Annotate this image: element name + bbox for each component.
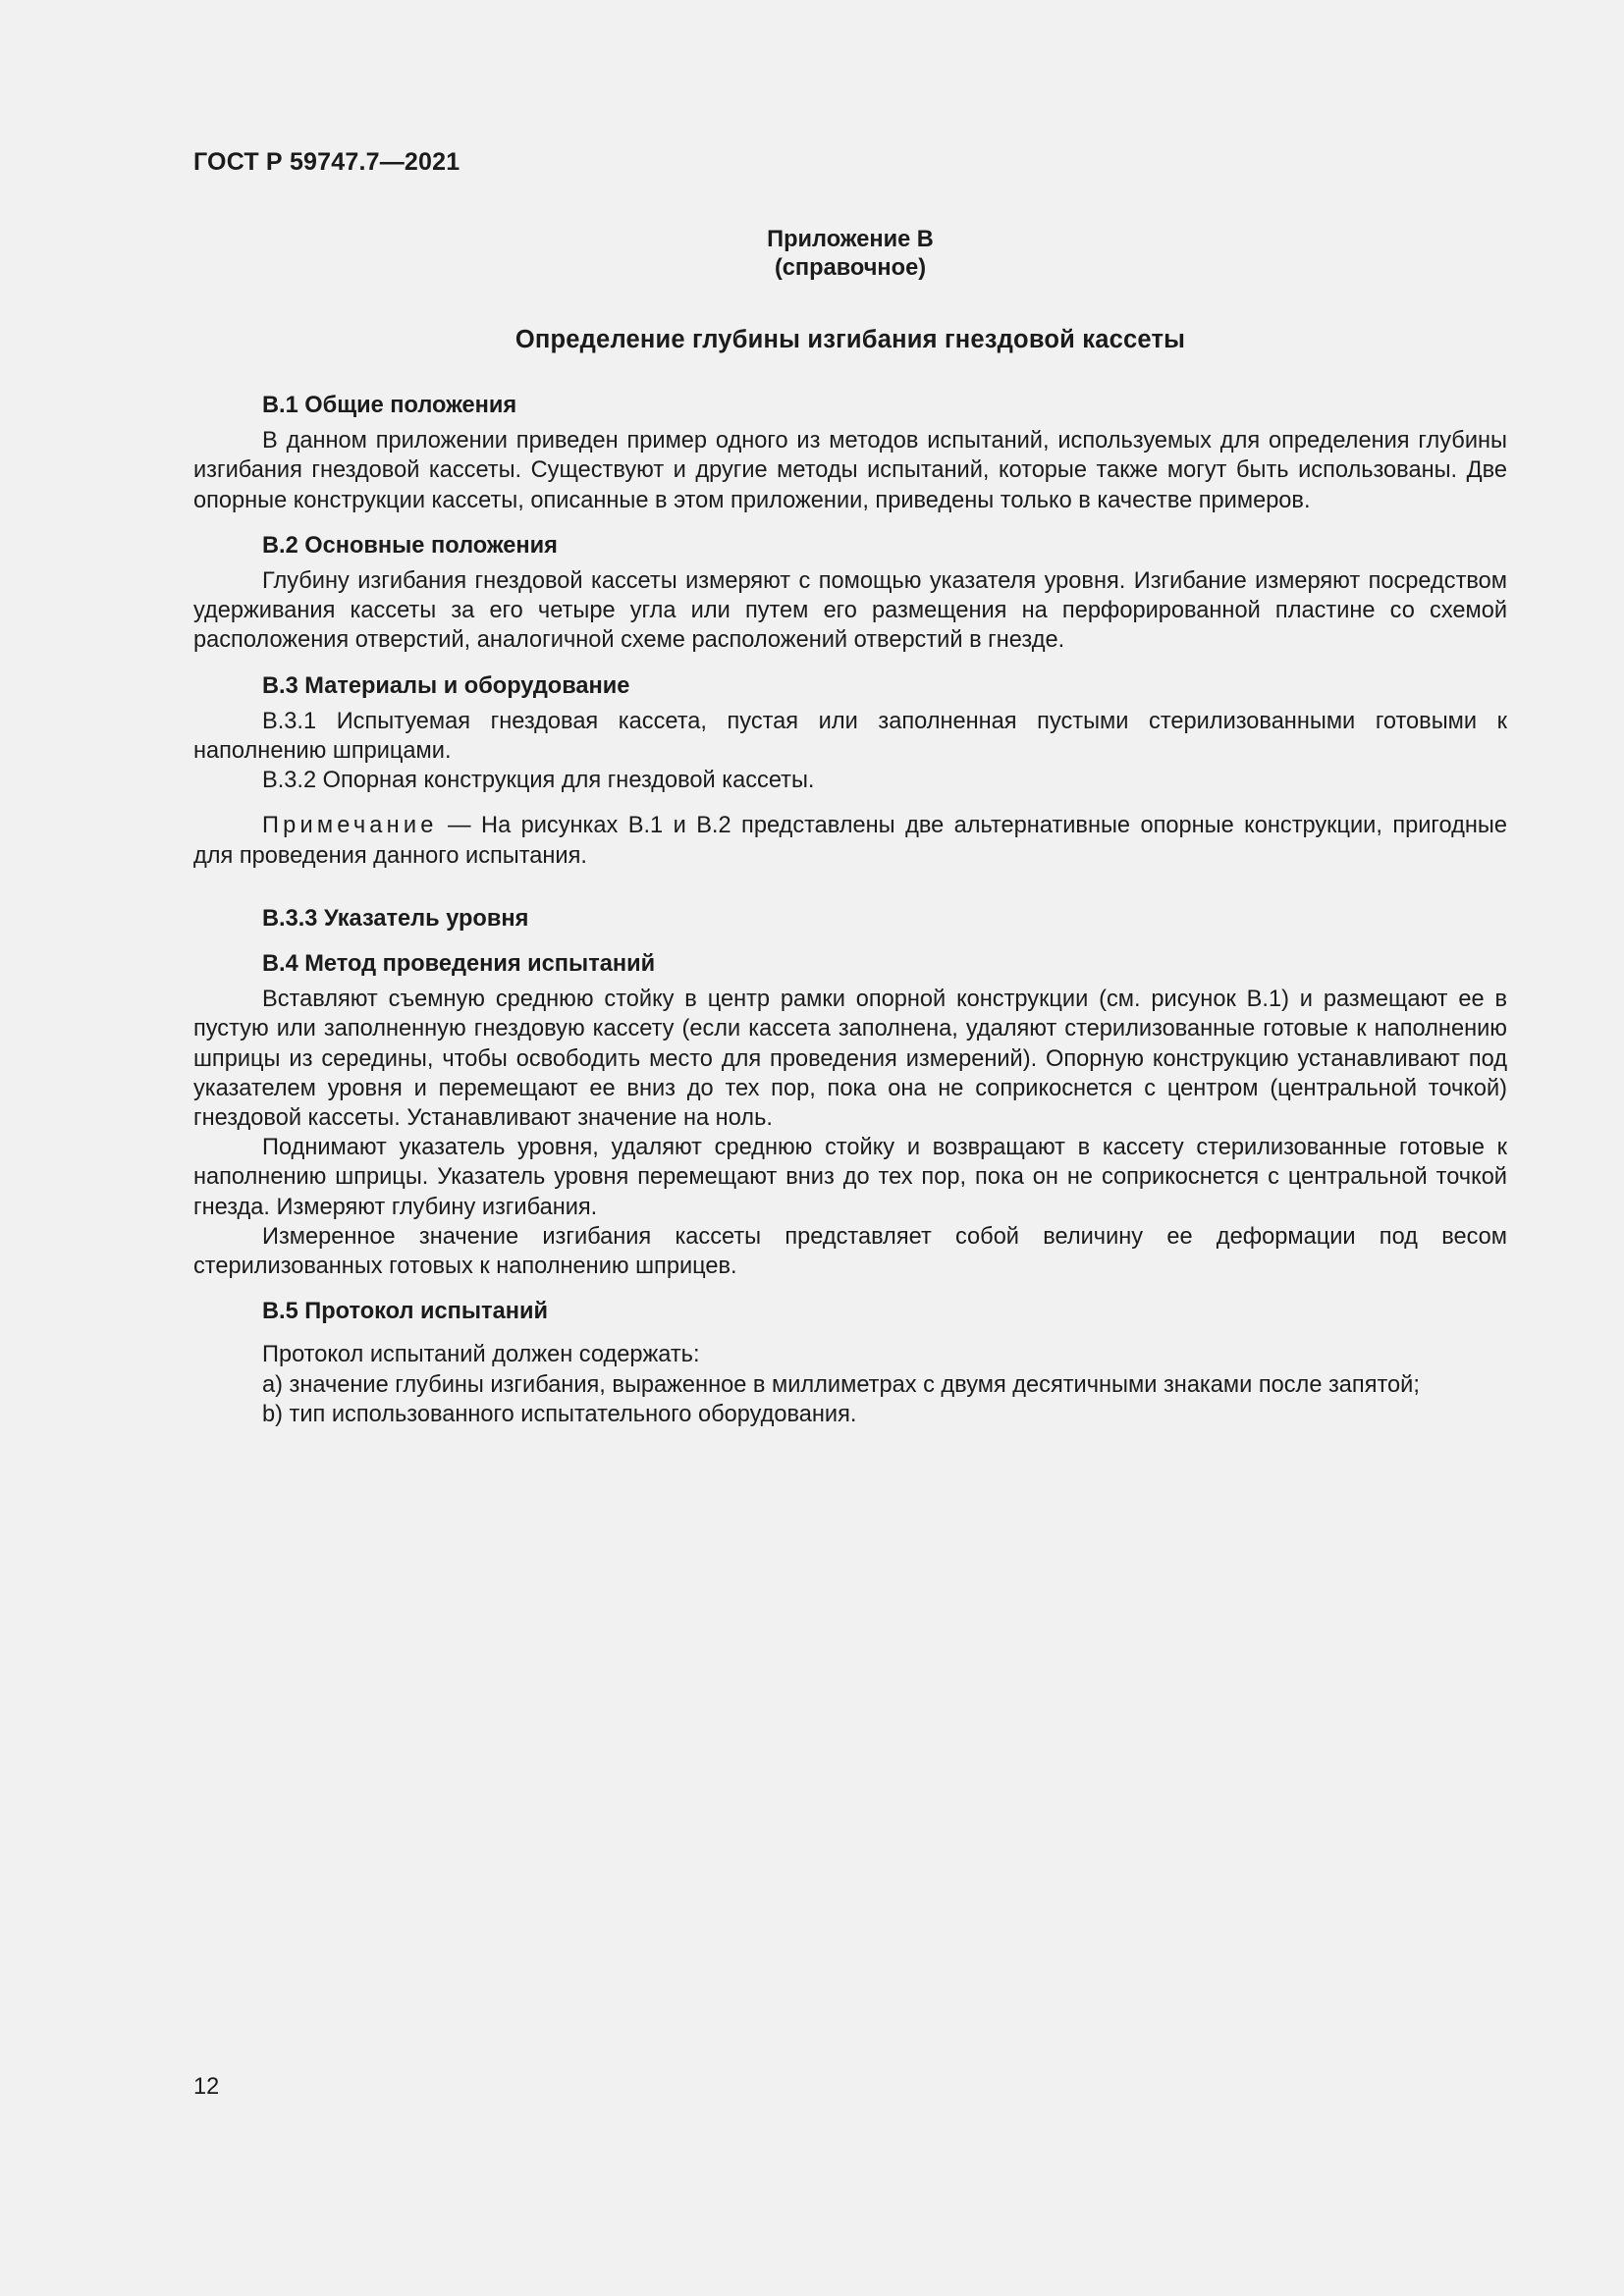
note-b3 [193, 811, 1507, 870]
section-heading-b4: В.4 Метод проведения испытаний [262, 951, 656, 978]
paragraph-b4-2: Поднимают указатель уровня, удаляют среднюю стойку и возвращают в кассету стерилизованные готовые к наполнению шприцы. Указатель уровня перемещают вниз до тех пор, пока он не соприкоснется с центральной точкой гнезда. Измеряют глубину изгибания. [193, 1135, 1507, 1220]
paragraph-b1-1: В данном приложении приведен пример одного из методов испытаний, используемых для определения глубины изгибания гнездовой кассеты. Существуют и другие методы испытаний, которые также могут быть использованы. Две опорные конструкции кассеты, описанные в этом приложении, приведены только в качестве примеров. [193, 428, 1507, 513]
paragraph-b4-3: Измеренное значение изгибания кассеты представляет собой величину ее деформации под весом стерилизованных готовых к наполнению шприцев. [193, 1223, 1507, 1280]
annex-subtitle: (справочное) [774, 255, 927, 281]
paragraph-b3-1: В.3.1 Испытуемая гнездовая кассета, пустая или заполненная пустыми стерилизованными готовыми к наполнению шприцами. [193, 708, 1507, 765]
section-heading-b2: В.2 Основные положения [262, 532, 558, 559]
sub-heading-b33: В.3.3 Указатель уровня [262, 905, 529, 932]
paragraph-b3-2: В.3.2 Опорная конструкция для гнездовой кассеты. [262, 768, 815, 794]
list-item-b: b) тип использованного испытательного оборудования. [262, 1401, 857, 1427]
paragraph-b2-1: Глубину изгибания гнездовой кассеты измеряют с помощью указателя уровня. Изгибание измеряют посредством удерживания кассеты за его четыре угла или путем его размещения на перфорированной пластине со схемой расположения отверстий, аналогичной схеме расположений отверстий в гнезде. [193, 568, 1507, 654]
note-text: — На рисунках В.1 и В.2 представлены две альтернативные опорные конструкции, пригодные для проведения данного испытания. [193, 813, 1507, 869]
paragraph-b5-intro: Протокол испытаний должен содержать: [262, 1342, 700, 1368]
page-number: 12 [193, 2074, 220, 2100]
section-heading-b5: В.5 Протокол испытаний [262, 1299, 548, 1325]
section-heading-b1: В.1 Общие положения [262, 393, 517, 418]
paragraph-b4-1: Вставляют съемную среднюю стойку в центр рамки опорной конструкции (см. рисунок В.1) и размещают ее в пустую или заполненную гнездовую кассету (если кассета заполнена, удаляют стерилизованные готовые к наполнению шприцы из середины, чтобы освободить место для проведения измерений). Опорную конструкцию устанавливают под указателем уровня и перемещают ее вниз до тех пор, пока она не соприкоснется с центром (центральной точкой) гнездовой кассеты. Устанавливают значение на ноль. [193, 987, 1507, 1132]
annex-title: Приложение В [767, 227, 934, 252]
page-content [193, 226, 1507, 1429]
note-label: Примечание [262, 813, 438, 839]
document-code: ГОСТ Р 59747.7—2021 [193, 148, 460, 176]
annex-heading: Определение глубины изгибания гнездовой кассеты [514, 326, 1186, 353]
list-item-a: а) значение глубины изгибания, выраженное в миллиметрах с двумя десятичными знаками после запятой; [262, 1371, 1420, 1398]
section-heading-b3: В.3 Материалы и оборудование [262, 672, 630, 699]
